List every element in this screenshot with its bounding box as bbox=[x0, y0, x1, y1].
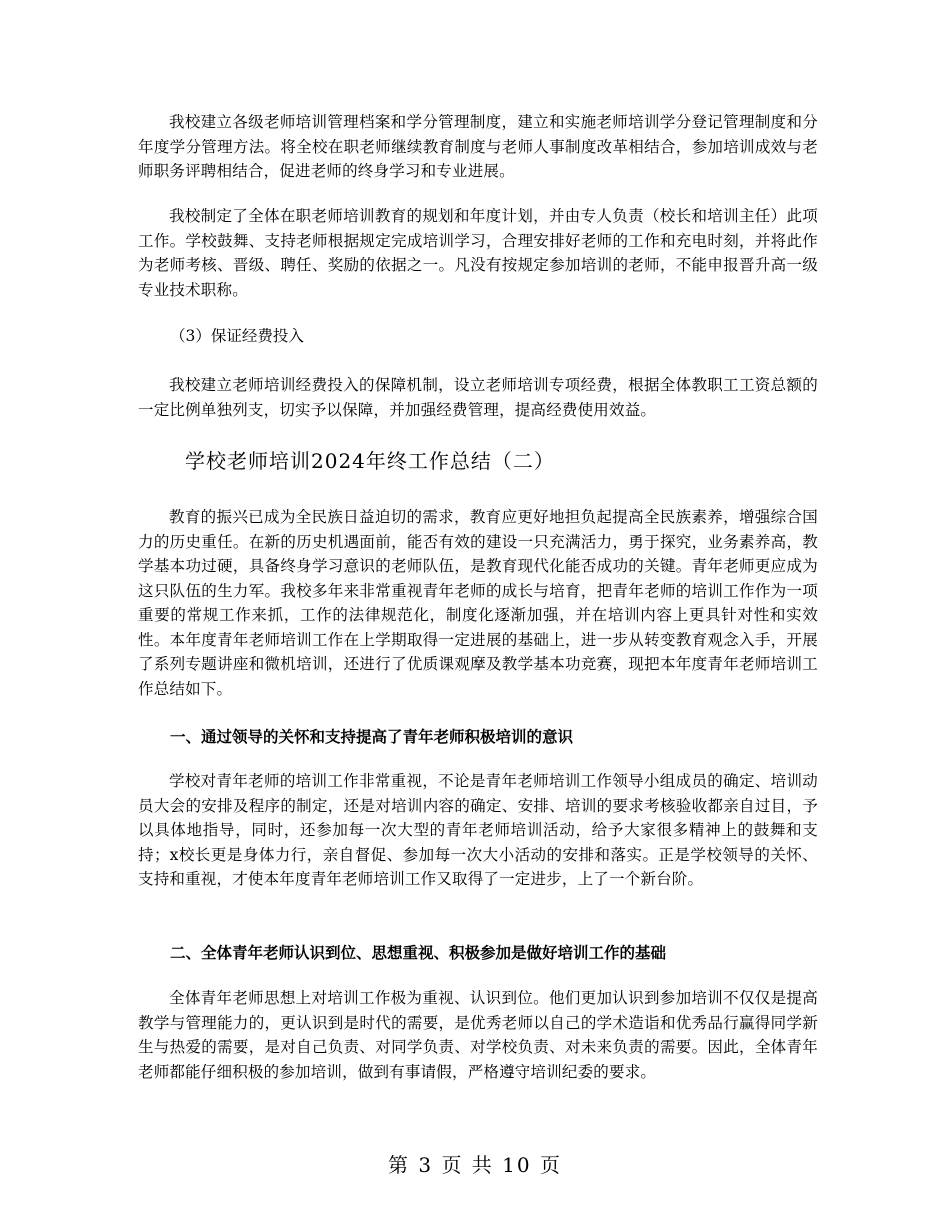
paragraph-introduction: 教育的振兴已成为全民族日益迫切的需求，教育应更好地担负起提高全民族素养，增强综合国力的历史重任。在新的历史机遇面前，能否有效的建设一只充满活力，勇于探究，业务素养高，教学基本功过硬，具备终身学习意识的老师队伍，是教育现代化能否成功的关键。青年老师更应成为这只队伍的生力军。我校多年来非常重视青年老师的成长与培育，把青年老师的培训工作作为一项重要的常规工作来抓，工作的法律规范化，制度化逐渐加强，并在培训内容上更具针对性和实效性。本年度青年老师培训工作在上学期取得一定进展的基础上，进一步从转变教育观念入手，开展了系列专题讲座和微机培训，还进行了优质课观摩及教学基本功竞赛，现把本年度青年老师培训工作总结如下。 bbox=[138, 508, 818, 698]
paragraph-training-plan: 我校制定了全体在职老师培训教育的规划和年度计划，并由专人负责（校长和培训主任）此项工作。学校鼓舞、支持老师根据规定完成培训学习，合理安排好老师的工作和充电时刻，并将此作为老师考核、晋级、聘任、奖励的依据之一。凡没有按规定参加培训的老师，不能申报晋升高一级专业技术职称。 bbox=[138, 207, 818, 299]
paragraph-leadership-support: 学校对青年老师的培训工作非常重视，不论是青年老师培训工作领导小组成员的确定、培训动员大会的安排及程序的制定，还是对培训内容的确定、安排、培训的要求考核验收都亲自过目，予以具体地指导，同时，还参加每一次大型的青年老师培训活动，给予大家很多精神上的鼓舞和支持；x校长更是身体力行，亲自督促、参加每一次大小活动的安排和落实。正是学校领导的关怀、支持和重视，才使本年度青年老师培训工作又取得了一定进步，上了一个新台阶。 bbox=[138, 772, 818, 888]
paragraph-credit-management: 我校建立各级老师培训管理档案和学分管理制度，建立和实施老师培训学分登记管理制度和分年度学分管理方法。将全校在职老师继续教育制度与老师人事制度改革相结合，参加培训成效与老师职务评聘相结合，促进老师的终身学习和专业进展。 bbox=[138, 113, 818, 180]
page-number-footer: 第 3 页 共 10 页 bbox=[388, 1153, 562, 1177]
paragraph-funding: 我校建立老师培训经费投入的保障机制，设立老师培训专项经费，根据全体教职工工资总额的一定比例单独列支，切实予以保障，并加强经费管理，提高经费使用效益。 bbox=[138, 376, 818, 419]
document-title: 学校老师培训2024年终工作总结（二） bbox=[185, 449, 555, 473]
paragraph-teacher-attitude: 全体青年老师思想上对培训工作极为重视、认识到位。他们更加认识到参加培训不仅仅是提高教学与管理能力的，更认识到是时代的需要，是优秀老师以自己的学术造诣和优秀品行赢得同学新生与热爱的需要，是对自己负责、对同学负责、对学校负责、对未来负责的需要。因此，全体青年老师都能仔细积极的参加培训，做到有事请假，严格遵守培训纪委的要求。 bbox=[138, 989, 818, 1081]
subheading-funding: （3）保证经费投入 bbox=[170, 327, 304, 345]
section-heading-2: 二、全体青年老师认识到位、思想重视、积极参加是做好培训工作的基础 bbox=[170, 943, 667, 962]
section-heading-1: 一、通过领导的关怀和支持提高了青年老师积极培训的意识 bbox=[170, 727, 574, 746]
